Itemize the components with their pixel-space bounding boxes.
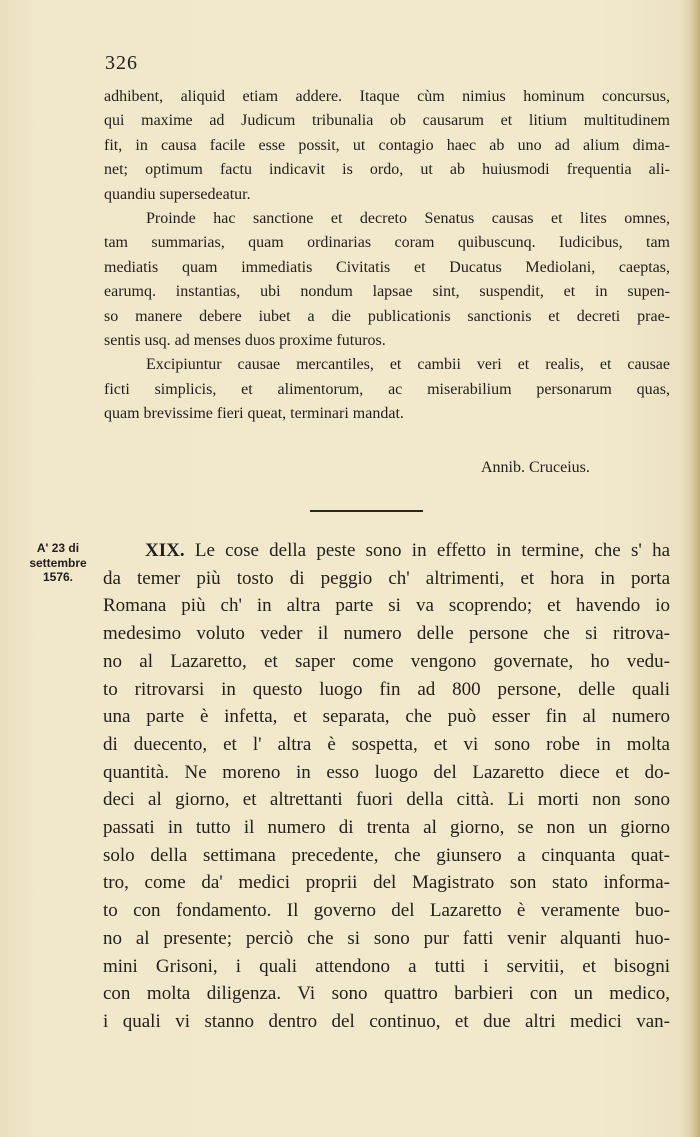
text-line: mediatis quam immediatis Civitatis et Ducatus Mediolani, caeptas,	[104, 258, 670, 276]
text-line: da temer più tosto di peggio ch' altrimenti, et hora in porta	[103, 567, 670, 589]
text-line: tro, come da' medici proprii del Magistrato son stato informa-	[103, 872, 670, 894]
text-line: mini Grisoni, i quali attendono a tutti i servitii, et bisogni	[103, 955, 670, 977]
text-line: Excipiuntur causae mercantiles, et cambii veri et realis, et causae	[146, 356, 670, 374]
text-line: net; optimum factu indicavit is ordo, ut ab huiusmodi frequentia ali-	[104, 161, 670, 179]
text-line: tam summarias, quam ordinarias coram quibuscunq. Iudicibus, tam	[104, 234, 670, 252]
text-line: di duecento, et l' altra è sospetta, et vi sono robe in molta	[103, 733, 670, 755]
text-line: Proinde hac sanctione et decreto Senatus causas et lites omnes,	[146, 210, 670, 228]
text-line: fit, in causa facile esse possit, ut contagio haec ab uno ad alium dima-	[104, 136, 670, 154]
text-line: una parte è infetta, et separata, che può esser fin al numero	[103, 706, 670, 728]
text-line: to con fondamento. Il governo del Lazaretto è veramente buo-	[103, 900, 670, 922]
text-line: so manere debere iubet a die publicationis sanctionis et decreti prae-	[104, 307, 670, 325]
text-line	[103, 537, 670, 565]
page-number: 326	[105, 52, 138, 74]
page-edge-shadow	[690, 0, 700, 1137]
text-line: qui maxime ad Judicum tribunalia ob causarum et litium multitudinem	[104, 112, 670, 130]
text-line: solo della settimana precedente, che giunsero a cinquanta quat-	[103, 844, 670, 866]
text-line: no al Lazaretto, et saper come vengono governate, ho vedu-	[103, 650, 670, 672]
text-line: quam brevissime fieri queat, terminari mandat.	[104, 405, 404, 423]
text-line: ficti simplicis, et alimentorum, ac miserabilium personarum quas,	[104, 380, 670, 398]
margin-date-note	[18, 541, 98, 585]
section-number: XIX.	[145, 540, 185, 561]
text-line: deci al giorno, et altrettanti fuori della città. Li morti non sono	[103, 789, 670, 811]
text-line: sentis usq. ad menses duos proxime futuros.	[104, 332, 386, 350]
margin-note-line: settembre	[29, 555, 87, 570]
text-line: no al presente; perciò che si sono pur fatti venir alquanti huo-	[103, 927, 670, 949]
text-line: earumq. instantias, ubi nondum lapsae sint, suspendit, et in supen-	[104, 283, 670, 301]
text-line: i quali vi stanno dentro del continuo, et due altri medici van-	[103, 1010, 670, 1032]
text-line: to ritrovarsi in questo luogo fin ad 800 persone, delle quali	[103, 678, 670, 700]
text-line: medesimo voluto veder il numero delle persone che si ritrova-	[103, 623, 670, 645]
text-line: Romana più ch' in altra parte si va scoprendo; et havendo io	[103, 595, 670, 617]
section-divider	[310, 510, 423, 512]
text-line: con molta diligenza. Vi sono quattro barbieri con un medico,	[103, 983, 670, 1005]
text-line: quantità. Ne moreno in esso luogo del Lazaretto diece et do-	[103, 761, 670, 783]
margin-note-line: 1576.	[42, 570, 74, 584]
first-line-text: Le cose della peste sono in effetto in termine, che s' ha	[194, 540, 670, 561]
italian-letter-text	[103, 537, 670, 1036]
text-line: quandiu supersedeatur.	[104, 185, 251, 203]
text-line: passati in tutto il numero di trenta al giorno, se non un giorno	[103, 817, 670, 839]
signature: Annib. Cruceius.	[481, 459, 590, 476]
margin-note-line: A' 23 di	[36, 541, 80, 555]
latin-decree-text	[104, 85, 670, 427]
text-line: adhibent, aliquid etiam addere. Itaque cùm nimius hominum concursus,	[104, 88, 670, 105]
